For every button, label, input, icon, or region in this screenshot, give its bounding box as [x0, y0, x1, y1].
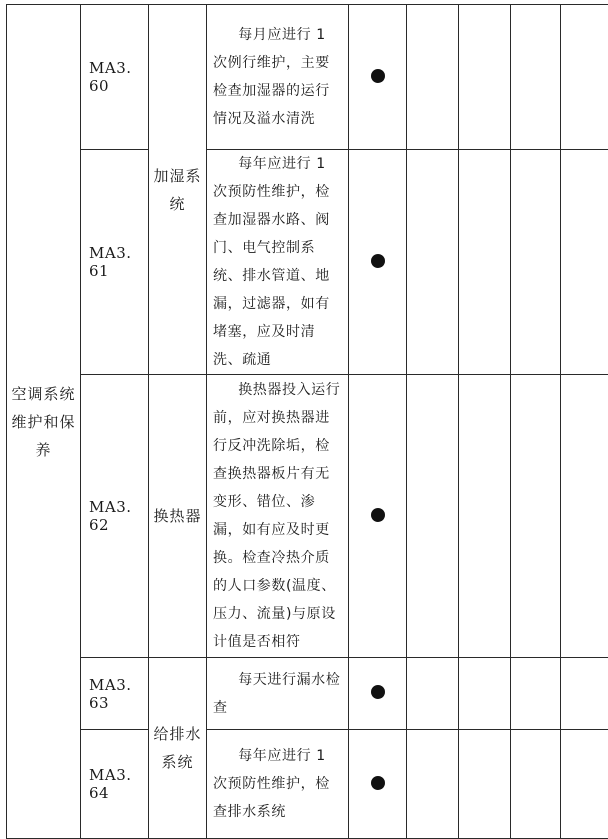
- empty-cell: [561, 375, 608, 658]
- applicability-mark-cell: [349, 375, 407, 658]
- item-code: MA3. 62: [81, 375, 149, 658]
- applicability-mark-cell: [349, 730, 407, 839]
- item-code: MA3. 61: [81, 150, 149, 375]
- item-description: 换热器投入运行前，应对换热器进行反冲洗除垢，检查换热器板片有无变形、错位、渗漏，如有应及时更换。检查冷热介质的人口参数(温度、压力、流量)与原设计值是否相符: [207, 375, 349, 658]
- filled-circle-mark: [371, 69, 385, 83]
- item-code: MA3. 60: [81, 5, 149, 150]
- empty-cell: [407, 375, 459, 658]
- empty-cell: [561, 658, 608, 730]
- empty-cell: [407, 658, 459, 730]
- item-description: 每天进行漏水检查: [207, 658, 349, 730]
- item-description: 每年应进行 1 次预防性维护，检查排水系统: [207, 730, 349, 839]
- item-description: 每月应进行 1 次例行维护，主要检查加湿器的运行情况及溢水清洗: [207, 5, 349, 150]
- filled-circle-mark: [371, 685, 385, 699]
- table-row: [7, 150, 608, 375]
- filled-circle-mark: [371, 776, 385, 790]
- item-description: 每年应进行 1 次预防性维护，检查加湿器水路、阀门、电气控制系统、排水管道、地漏，过滤器，如有堵塞，应及时清洗、疏通: [207, 150, 349, 375]
- empty-cell: [561, 150, 608, 375]
- item-code: MA3. 63: [81, 658, 149, 730]
- empty-cell: [511, 5, 561, 150]
- empty-cell: [459, 5, 511, 150]
- empty-cell: [407, 5, 459, 150]
- empty-cell: [511, 375, 561, 658]
- empty-cell: [459, 375, 511, 658]
- empty-cell: [407, 150, 459, 375]
- empty-cell: [561, 730, 608, 839]
- applicability-mark-cell: [349, 658, 407, 730]
- empty-cell: [459, 150, 511, 375]
- table-row: [7, 658, 608, 730]
- subsystem-humidifier: 加湿系统: [149, 5, 207, 375]
- maintenance-table: [6, 4, 608, 839]
- subsystem-heat-exchanger: 换热器: [149, 375, 207, 658]
- subsystem-water-supply-drain: 给排水系统: [149, 658, 207, 839]
- filled-circle-mark: [371, 254, 385, 268]
- table-row: [7, 375, 608, 658]
- empty-cell: [511, 658, 561, 730]
- filled-circle-mark: [371, 508, 385, 522]
- item-code: MA3. 64: [81, 730, 149, 839]
- empty-cell: [459, 658, 511, 730]
- applicability-mark-cell: [349, 5, 407, 150]
- empty-cell: [511, 150, 561, 375]
- applicability-mark-cell: [349, 150, 407, 375]
- empty-cell: [511, 730, 561, 839]
- empty-cell: [407, 730, 459, 839]
- empty-cell: [561, 5, 608, 150]
- table-row: [7, 730, 608, 839]
- empty-cell: [459, 730, 511, 839]
- category-cell: 空调系统维护和保养: [7, 5, 81, 839]
- table-row: [7, 5, 608, 150]
